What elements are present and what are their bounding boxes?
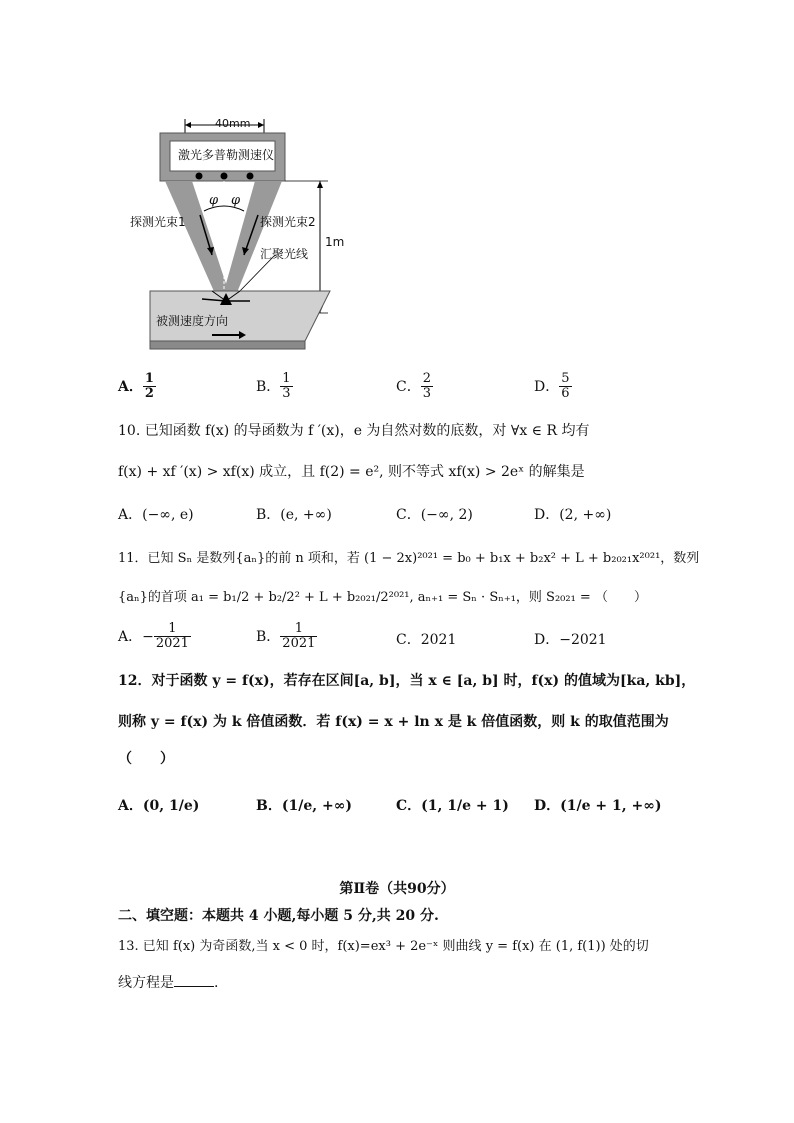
converge-label: 汇聚光线 xyxy=(260,247,309,261)
q11-line2: {aₙ}的首项 a₁ = b₁/2 + b₂/2² + L + b₂₀₂₁/2²⁰²¹, aₙ₊₁ = Sₙ · Sₙ₊₁，则 S₂₀₂₁ = （ ） xyxy=(118,590,647,605)
q12-option-a[interactable]: A．(0, 1/e) xyxy=(118,798,200,814)
q11-option-a[interactable]: A．− $\frac{1}{2021}$ xyxy=(118,621,189,652)
lens-dot xyxy=(247,173,254,180)
beam1-label: 探测光束1 xyxy=(130,215,186,229)
q9-option-d[interactable]: D． $\frac{5}{6}$ xyxy=(534,371,570,402)
q9-option-a[interactable]: A． $\frac{1}{2}$ xyxy=(118,371,154,402)
section-heading: 二、填空题：本题共 4 小题,每小题 5 分,共 20 分. xyxy=(118,908,439,924)
q11-option-c[interactable]: C．2021 xyxy=(396,632,457,648)
q13-line2: 线方程是 . xyxy=(118,975,219,991)
beam-1 xyxy=(165,181,233,305)
q13-line1: 13. 已知 f(x) 为奇函数,当 x < 0 时，f(x)=ex³ + 2e⁻ˣ 则曲线 y = f(x) 在 (1, f(1)) 处的切 xyxy=(118,939,649,954)
q12-option-d[interactable]: D．(1/e + 1, +∞) xyxy=(534,798,662,814)
q11-option-b[interactable]: B． $\frac{1}{2021}$ xyxy=(256,621,316,652)
height-label: 1m xyxy=(325,235,345,249)
q12-line2: 则称 y = f(x) 为 k 倍值函数．若 f(x) = x + ln x 是 k 倍值函数，则 k 的取值范围为 xyxy=(118,714,669,730)
q13-line2-text: 线方程是 xyxy=(118,975,174,991)
laser-doppler-figure xyxy=(120,115,360,360)
lens-dot xyxy=(196,173,203,180)
angle-label-right: φ xyxy=(231,193,241,208)
q12-option-c[interactable]: C．(1, 1/e + 1) xyxy=(396,798,509,814)
part2-title: 第Ⅱ卷（共90分） xyxy=(339,881,455,897)
q11-option-d[interactable]: D．−2021 xyxy=(534,632,607,648)
q10-option-a[interactable]: A．(−∞, e) xyxy=(118,507,194,523)
q10-line1: 10. 已知函数 f(x) 的导函数为 f ′(x)，e 为自然对数的底数，对 ∀x ∈ R 均有 xyxy=(118,423,590,439)
q9-option-c[interactable]: C． $\frac{2}{3}$ xyxy=(396,371,431,402)
q10-option-c[interactable]: C．(−∞, 2) xyxy=(396,507,473,523)
angle-label-left: φ xyxy=(209,193,219,208)
beam2-label: 探测光束2 xyxy=(260,215,316,229)
width-label: 40mm xyxy=(215,117,251,130)
device-label: 激光多普勒测速仪 xyxy=(178,148,275,162)
q12-line3: （ ） xyxy=(118,751,174,767)
direction-label: 被测速度方向 xyxy=(156,314,229,328)
q9-option-b[interactable]: B． $\frac{1}{3}$ xyxy=(256,371,291,402)
q10-line2: f(x) + xf ′(x) > xf(x) 成立，且 f(2) = e², 则不等式 xf(x) > 2eˣ 的解集是 xyxy=(118,464,585,480)
lens-dot xyxy=(221,173,228,180)
q12-line1: 12．对于函数 y = f(x)，若存在区间[a, b]，当 x ∈ [a, b] 时，f(x) 的值域为[ka, kb]， xyxy=(118,673,696,689)
q12-option-b[interactable]: B．(1/e, +∞) xyxy=(256,798,352,814)
q10-option-b[interactable]: B．(e, +∞) xyxy=(256,507,332,523)
arrow-left-icon xyxy=(185,122,191,128)
beam-2 xyxy=(220,181,282,305)
answer-blank[interactable] xyxy=(174,974,214,987)
arrow-up-icon xyxy=(317,181,323,188)
q10-option-d[interactable]: D．(2, +∞) xyxy=(534,507,612,523)
arrow-right-icon xyxy=(258,122,264,128)
q11-line1: 11．已知 Sₙ 是数列{aₙ}的前 n 项和，若 (1 − 2x)²⁰²¹ = b₀ + b₁x + b₂x² + L + b₂₀₂₁x²⁰²¹，数列 xyxy=(118,551,700,566)
